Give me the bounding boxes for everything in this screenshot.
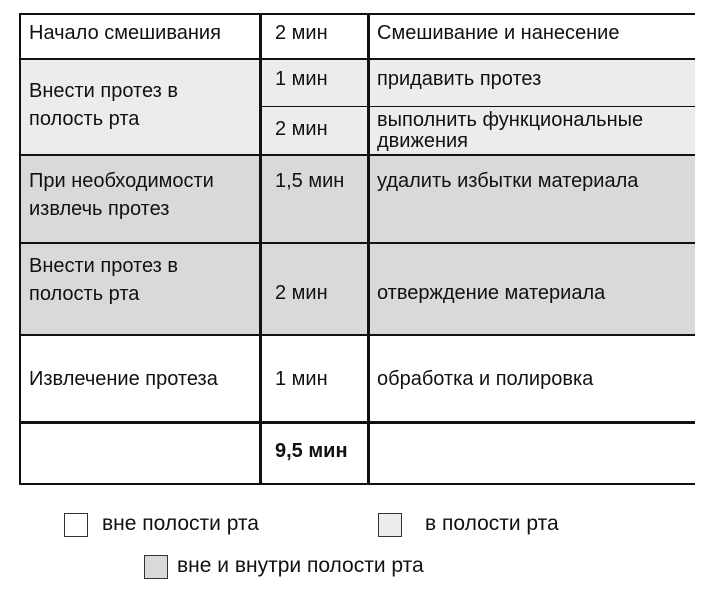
row5-step: Внести протез в полость рта (21, 243, 261, 335)
row3-time: 2 мин (261, 107, 369, 155)
row2-step: Внести протез в полость рта (21, 59, 261, 155)
row4-time: 1,5 мин (261, 155, 369, 243)
procedure-table (19, 13, 695, 485)
row6-time: 1 мин (261, 335, 369, 423)
legend-label-outside: вне полости рта (102, 512, 259, 535)
row6-step: Извлечение протеза (21, 335, 261, 423)
row3-action: выполнить функциональные движения (369, 107, 695, 155)
col-divider-1 (259, 15, 262, 483)
row-divider-6 (21, 421, 695, 424)
row4-action: удалить избытки материала (369, 155, 695, 243)
legend-swatch-both (144, 555, 168, 579)
row6-action: обработка и полировка (369, 335, 695, 423)
row2-action: придавить протез (369, 59, 695, 107)
row1-time: 2 мин (261, 15, 369, 59)
row-divider-3 (21, 154, 695, 156)
row4-step: При необходимости извлечь протез (21, 155, 261, 243)
row-divider-4 (21, 242, 695, 244)
row1-step: Начало смешивания (21, 15, 261, 59)
legend-label-inside: в полости рта (425, 512, 559, 535)
col-divider-2 (367, 15, 370, 483)
total-time: 9,5 мин (261, 423, 369, 483)
legend-swatch-outside (64, 513, 88, 537)
legend-swatch-inside (378, 513, 402, 537)
row1-action: Смешивание и нанесение (369, 15, 695, 59)
row-divider-1 (21, 58, 695, 60)
legend-label-both: вне и внутри полости рта (177, 554, 424, 577)
row5-action: отверждение материала (369, 243, 695, 335)
row2-time: 1 мин (261, 59, 369, 107)
row-divider-2 (261, 106, 695, 107)
row-divider-5 (21, 334, 695, 336)
total-action-empty (369, 423, 695, 483)
total-label-empty (21, 423, 261, 483)
row5-time: 2 мин (261, 243, 369, 335)
